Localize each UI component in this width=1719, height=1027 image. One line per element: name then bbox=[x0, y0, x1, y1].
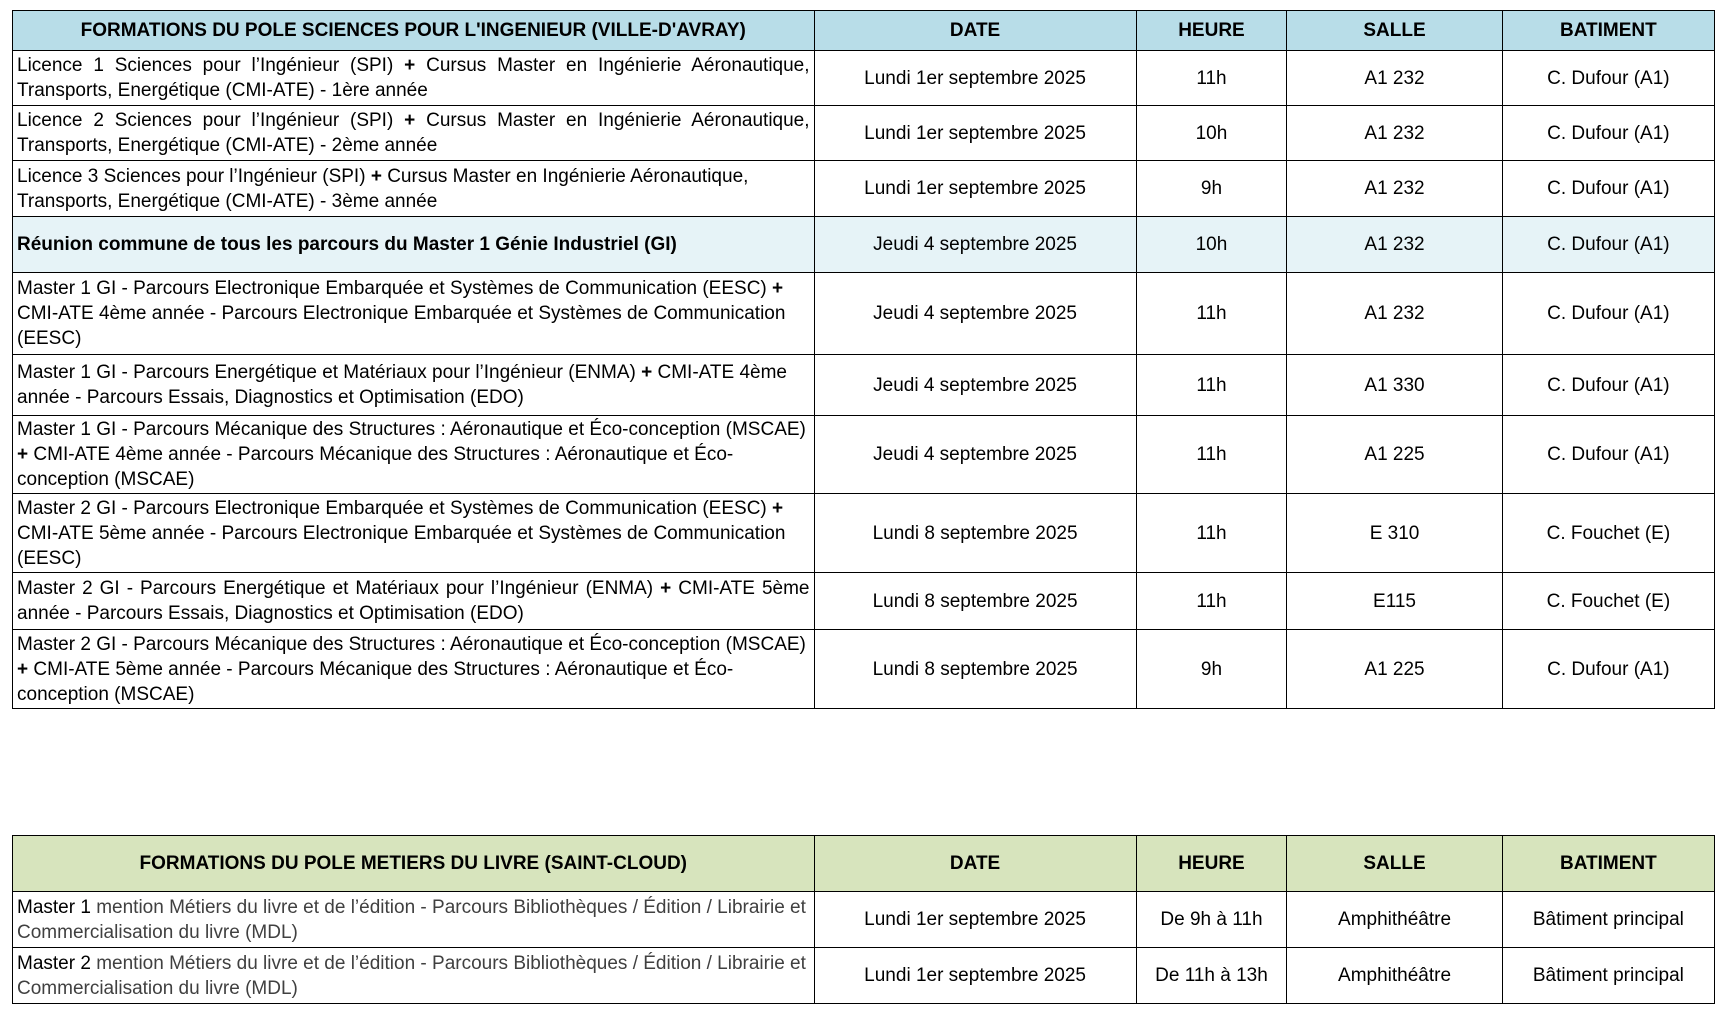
date-cell: Jeudi 4 septembre 2025 bbox=[814, 355, 1136, 416]
formation-cell: Master 1 GI - Parcours Energétique et Matériaux pour l’Ingénieur (ENMA) + CMI-ATE 4ème année - Parcours Essais, Diagnostics et Optimisation (EDO) bbox=[13, 355, 815, 416]
formation-cell: Licence 1 Sciences pour l’Ingénieur (SPI) + Cursus Master en Ingénierie Aéronautique, Transports, Energétique (CMI-ATE) - 1ère année bbox=[13, 51, 815, 106]
batiment-cell: C. Dufour (A1) bbox=[1502, 273, 1714, 355]
table-row bbox=[13, 494, 1715, 573]
salle-cell: E115 bbox=[1287, 573, 1502, 630]
heure-cell: 11h bbox=[1136, 573, 1287, 630]
date-cell: Lundi 1er septembre 2025 bbox=[814, 51, 1136, 106]
batiment-cell: C. Dufour (A1) bbox=[1502, 161, 1714, 217]
header-batiment: BATIMENT bbox=[1502, 11, 1714, 51]
formation-cell: Licence 3 Sciences pour l’Ingénieur (SPI) + Cursus Master en Ingénierie Aéronautique, Transports, Energétique (CMI-ATE) - 3ème année bbox=[13, 161, 815, 217]
batiment-cell: C. Dufour (A1) bbox=[1502, 217, 1714, 273]
heure-cell: 11h bbox=[1136, 273, 1287, 355]
table-row bbox=[13, 630, 1715, 709]
date-cell: Lundi 1er septembre 2025 bbox=[814, 161, 1136, 217]
table-row bbox=[13, 51, 1715, 106]
date-cell: Lundi 1er septembre 2025 bbox=[814, 948, 1136, 1004]
table-row-highlight bbox=[13, 217, 1715, 273]
batiment-cell: Bâtiment principal bbox=[1502, 892, 1714, 948]
batiment-cell: C. Dufour (A1) bbox=[1502, 630, 1714, 709]
formation-cell: Master 1 GI - Parcours Electronique Embarquée et Systèmes de Communication (EESC) + CMI-ATE 4ème année - Parcours Electronique Embarquée et Systèmes de Communication (EESC) bbox=[13, 273, 815, 355]
salle-cell: A1 232 bbox=[1287, 217, 1502, 273]
formation-cell: Master 2 GI - Parcours Mécanique des Structures : Aéronautique et Éco-conception (MSCAE) + CMI-ATE 5ème année - Parcours Mécanique des Structures : Aéronautique et Éco-conception (MSCAE) bbox=[13, 630, 815, 709]
header-salle: SALLE bbox=[1287, 836, 1502, 892]
salle-cell: A1 232 bbox=[1287, 51, 1502, 106]
header-heure: HEURE bbox=[1136, 11, 1287, 51]
header-date: DATE bbox=[814, 11, 1136, 51]
formation-cell: Master 1 GI - Parcours Mécanique des Structures : Aéronautique et Éco-conception (MSCAE) + CMI-ATE 4ème année - Parcours Mécanique des Structures : Aéronautique et Éco-conception (MSCAE) bbox=[13, 416, 815, 494]
table-row bbox=[13, 573, 1715, 630]
table-row bbox=[13, 106, 1715, 161]
formation-cell: Master 2 mention Métiers du livre et de l’édition - Parcours Bibliothèques / Édition / Librairie et Commercialisation du livre (MDL) bbox=[13, 948, 815, 1004]
salle-cell: A1 232 bbox=[1287, 161, 1502, 217]
formation-cell: Réunion commune de tous les parcours du Master 1 Génie Industriel (GI) bbox=[13, 217, 815, 273]
sciences-ingenieur-table bbox=[12, 10, 1715, 709]
date-cell: Lundi 8 septembre 2025 bbox=[814, 573, 1136, 630]
formation-cell: Master 2 GI - Parcours Electronique Embarquée et Systèmes de Communication (EESC) + CMI-ATE 5ème année - Parcours Electronique Embarquée et Systèmes de Communication (EESC) bbox=[13, 494, 815, 573]
heure-cell: 11h bbox=[1136, 51, 1287, 106]
table-header-row bbox=[13, 836, 1715, 892]
batiment-cell: C. Dufour (A1) bbox=[1502, 106, 1714, 161]
header-formation: FORMATIONS DU POLE SCIENCES POUR L'INGENIEUR (VILLE-D'AVRAY) bbox=[13, 11, 815, 51]
salle-cell: A1 225 bbox=[1287, 416, 1502, 494]
header-heure: HEURE bbox=[1136, 836, 1287, 892]
date-cell: Lundi 1er septembre 2025 bbox=[814, 892, 1136, 948]
date-cell: Jeudi 4 septembre 2025 bbox=[814, 273, 1136, 355]
date-cell: Jeudi 4 septembre 2025 bbox=[814, 416, 1136, 494]
salle-cell: Amphithéâtre bbox=[1287, 948, 1502, 1004]
table-row bbox=[13, 161, 1715, 217]
salle-cell: Amphithéâtre bbox=[1287, 892, 1502, 948]
heure-cell: 11h bbox=[1136, 416, 1287, 494]
formation-cell: Master 1 mention Métiers du livre et de l’édition - Parcours Bibliothèques / Édition / Librairie et Commercialisation du livre (MDL) bbox=[13, 892, 815, 948]
header-formation: FORMATIONS DU POLE METIERS DU LIVRE (SAINT-CLOUD) bbox=[13, 836, 815, 892]
table-header-row bbox=[13, 11, 1715, 51]
metiers-livre-table bbox=[12, 835, 1715, 1004]
table-row bbox=[13, 355, 1715, 416]
heure-cell: 10h bbox=[1136, 106, 1287, 161]
formation-cell: Licence 2 Sciences pour l’Ingénieur (SPI) + Cursus Master en Ingénierie Aéronautique, Transports, Energétique (CMI-ATE) - 2ème année bbox=[13, 106, 815, 161]
table-row bbox=[13, 892, 1715, 948]
date-cell: Lundi 1er septembre 2025 bbox=[814, 106, 1136, 161]
salle-cell: E 310 bbox=[1287, 494, 1502, 573]
heure-cell: 10h bbox=[1136, 217, 1287, 273]
date-cell: Lundi 8 septembre 2025 bbox=[814, 494, 1136, 573]
heure-cell: De 11h à 13h bbox=[1136, 948, 1287, 1004]
header-batiment: BATIMENT bbox=[1502, 836, 1714, 892]
salle-cell: A1 225 bbox=[1287, 630, 1502, 709]
header-date: DATE bbox=[814, 836, 1136, 892]
heure-cell: 9h bbox=[1136, 161, 1287, 217]
heure-cell: 11h bbox=[1136, 355, 1287, 416]
batiment-cell: C. Fouchet (E) bbox=[1502, 494, 1714, 573]
heure-cell: 11h bbox=[1136, 494, 1287, 573]
date-cell: Jeudi 4 septembre 2025 bbox=[814, 217, 1136, 273]
salle-cell: A1 330 bbox=[1287, 355, 1502, 416]
table-row bbox=[13, 273, 1715, 355]
salle-cell: A1 232 bbox=[1287, 273, 1502, 355]
table-row bbox=[13, 948, 1715, 1004]
salle-cell: A1 232 bbox=[1287, 106, 1502, 161]
batiment-cell: C. Dufour (A1) bbox=[1502, 355, 1714, 416]
batiment-cell: C. Fouchet (E) bbox=[1502, 573, 1714, 630]
heure-cell: De 9h à 11h bbox=[1136, 892, 1287, 948]
table-row bbox=[13, 416, 1715, 494]
heure-cell: 9h bbox=[1136, 630, 1287, 709]
batiment-cell: C. Dufour (A1) bbox=[1502, 416, 1714, 494]
header-salle: SALLE bbox=[1287, 11, 1502, 51]
batiment-cell: Bâtiment principal bbox=[1502, 948, 1714, 1004]
batiment-cell: C. Dufour (A1) bbox=[1502, 51, 1714, 106]
date-cell: Lundi 8 septembre 2025 bbox=[814, 630, 1136, 709]
formation-cell: Master 2 GI - Parcours Energétique et Matériaux pour l’Ingénieur (ENMA) + CMI-ATE 5ème année - Parcours Essais, Diagnostics et Optimisation (EDO) bbox=[13, 573, 815, 630]
